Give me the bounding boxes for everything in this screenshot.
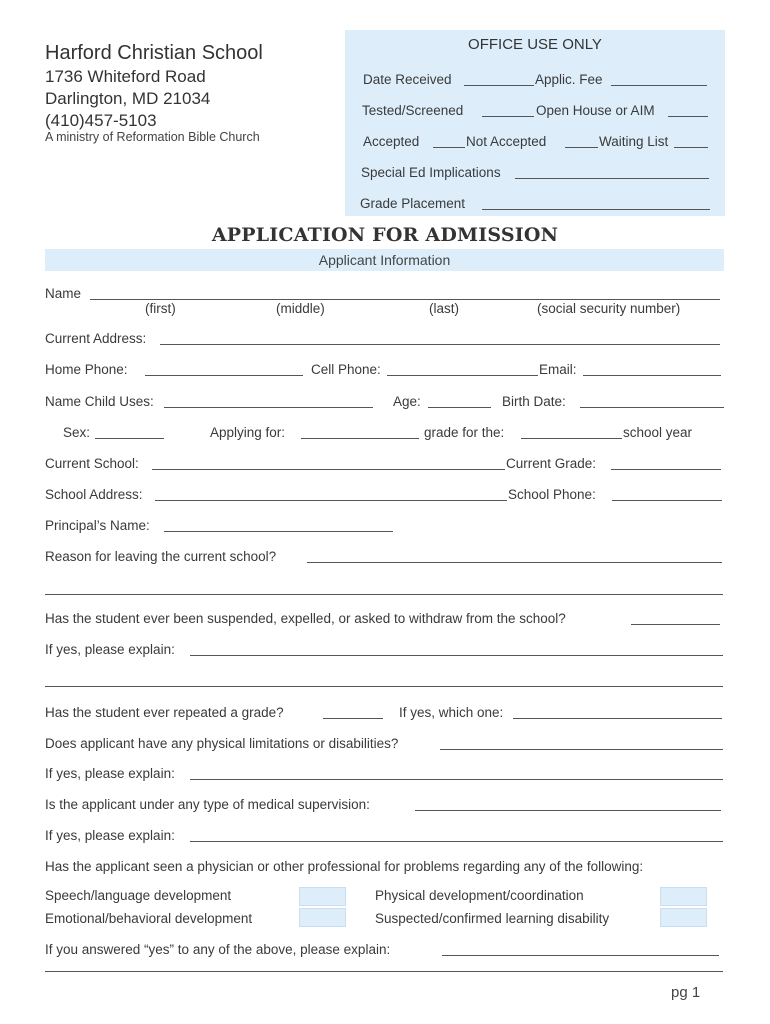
- name-hint-ssn: (social security number): [537, 301, 681, 316]
- school-year-label: school year: [623, 425, 693, 440]
- medical-explain-field[interactable]: [190, 827, 723, 842]
- applying-for-field[interactable]: [301, 424, 419, 439]
- physical-dev-checkbox[interactable]: [660, 887, 707, 906]
- email-field[interactable]: [583, 361, 721, 376]
- school-phone-field[interactable]: [612, 486, 722, 501]
- age-field[interactable]: [428, 393, 491, 408]
- suspended-explain-field-line2[interactable]: [45, 672, 723, 687]
- physical-limits-explain-label: If yes, please explain:: [45, 766, 175, 781]
- repeated-grade-question: Has the student ever repeated a grade?: [45, 705, 284, 720]
- sex-field[interactable]: [95, 424, 164, 439]
- suspended-field[interactable]: [631, 610, 720, 625]
- tested-screened-label: Tested/Screened: [362, 103, 464, 118]
- principals-name-field[interactable]: [164, 517, 393, 532]
- cell-phone-field[interactable]: [387, 361, 538, 376]
- current-grade-label: Current Grade:: [506, 456, 597, 471]
- suspended-explain-field[interactable]: [190, 641, 723, 656]
- waiting-list-label: Waiting List: [599, 134, 669, 149]
- accepted-label: Accepted: [363, 134, 420, 149]
- not-accepted-label: Not Accepted: [466, 134, 547, 149]
- name-child-uses-label: Name Child Uses:: [45, 394, 154, 409]
- birth-date-field[interactable]: [580, 393, 724, 408]
- applic-fee-field[interactable]: [611, 71, 707, 86]
- special-ed-field[interactable]: [515, 164, 709, 179]
- medical-supervision-field[interactable]: [415, 796, 721, 811]
- date-received-label: Date Received: [363, 72, 452, 87]
- speech-checkbox[interactable]: [299, 887, 346, 906]
- answered-yes-field-line2[interactable]: [45, 957, 723, 972]
- open-house-label: Open House or AIM: [536, 103, 655, 118]
- school-phone-label: School Phone:: [508, 487, 596, 502]
- answered-yes-label: If you answered “yes” to any of the above, please explain:: [45, 942, 391, 957]
- name-hint-middle: (middle): [276, 301, 325, 316]
- suspended-question: Has the student ever been suspended, expelled, or asked to withdraw from the school?: [45, 611, 566, 626]
- sex-label: Sex:: [63, 425, 91, 440]
- medical-supervision-question: Is the applicant under any type of medical supervision:: [45, 797, 370, 812]
- grade-placement-field[interactable]: [482, 195, 710, 210]
- birth-date-label: Birth Date:: [502, 394, 566, 409]
- accepted-field[interactable]: [433, 133, 465, 148]
- waiting-list-field[interactable]: [674, 133, 708, 148]
- suspended-explain-label: If yes, please explain:: [45, 642, 175, 657]
- page-number: pg 1: [671, 984, 701, 1001]
- school-name: Harford Christian School: [45, 42, 263, 64]
- physical-dev-label: Physical development/coordination: [375, 888, 584, 903]
- which-grade-field[interactable]: [513, 704, 722, 719]
- applicant-info-title: Applicant Information: [318, 252, 451, 268]
- form-title: APPLICATION FOR ADMISSION: [211, 224, 559, 246]
- current-grade-field[interactable]: [611, 455, 721, 470]
- age-label: Age:: [393, 394, 421, 409]
- not-accepted-field[interactable]: [565, 133, 598, 148]
- school-address-label: School Address:: [45, 487, 143, 502]
- answered-yes-field[interactable]: [442, 941, 719, 956]
- name-hint-first: (first): [145, 301, 176, 316]
- school-phone: (410)457-5103: [45, 111, 157, 130]
- applying-for-label: Applying for:: [210, 425, 286, 440]
- reason-leaving-field-line2[interactable]: [45, 580, 723, 595]
- school-address-line1: 1736 Whiteford Road: [45, 67, 206, 86]
- home-phone-label: Home Phone:: [45, 362, 128, 377]
- reason-leaving-label: Reason for leaving the current school?: [45, 549, 277, 564]
- name-hint-last: (last): [429, 301, 459, 316]
- learning-disability-checkbox[interactable]: [660, 908, 707, 927]
- ministry-note: A ministry of Reformation Bible Church: [45, 130, 260, 144]
- emotional-checkbox[interactable]: [299, 908, 346, 927]
- office-use-title: OFFICE USE ONLY: [468, 36, 602, 53]
- physician-question: Has the applicant seen a physician or other professional for problems regarding any of the following:: [45, 859, 644, 874]
- office-use-box: [345, 30, 725, 216]
- name-child-uses-field[interactable]: [164, 393, 373, 408]
- home-phone-field[interactable]: [145, 361, 303, 376]
- cell-phone-label: Cell Phone:: [311, 362, 381, 377]
- grade-for-the-label: grade for the:: [424, 425, 505, 440]
- which-grade-label: If yes, which one:: [399, 705, 504, 720]
- learning-disability-label: Suspected/confirmed learning disability: [375, 911, 610, 926]
- reason-leaving-field[interactable]: [307, 548, 722, 563]
- name-label: Name: [45, 286, 82, 301]
- current-school-label: Current School:: [45, 456, 139, 471]
- physical-limits-question: Does applicant have any physical limitations or disabilities?: [45, 736, 399, 751]
- special-ed-label: Special Ed Implications: [361, 165, 501, 180]
- principals-name-label: Principal’s Name:: [45, 518, 150, 533]
- current-school-field[interactable]: [152, 455, 505, 470]
- physical-limits-explain-field[interactable]: [190, 765, 723, 780]
- school-address-line2: Darlington, MD 21034: [45, 89, 211, 108]
- tested-screened-field[interactable]: [482, 102, 534, 117]
- current-address-field[interactable]: [160, 330, 720, 345]
- current-address-label: Current Address:: [45, 331, 147, 346]
- speech-label: Speech/language development: [45, 888, 232, 903]
- grade-for-the-field[interactable]: [521, 424, 622, 439]
- grade-placement-label: Grade Placement: [360, 196, 466, 211]
- open-house-field[interactable]: [668, 102, 708, 117]
- repeated-grade-field[interactable]: [323, 704, 383, 719]
- school-address-field[interactable]: [155, 486, 507, 501]
- date-received-field[interactable]: [464, 71, 534, 86]
- applic-fee-label: Applic. Fee: [535, 72, 603, 87]
- email-label: Email:: [539, 362, 577, 377]
- physical-limits-field[interactable]: [440, 735, 723, 750]
- medical-explain-label: If yes, please explain:: [45, 828, 175, 843]
- name-field[interactable]: [90, 285, 720, 300]
- emotional-label: Emotional/behavioral development: [45, 911, 253, 926]
